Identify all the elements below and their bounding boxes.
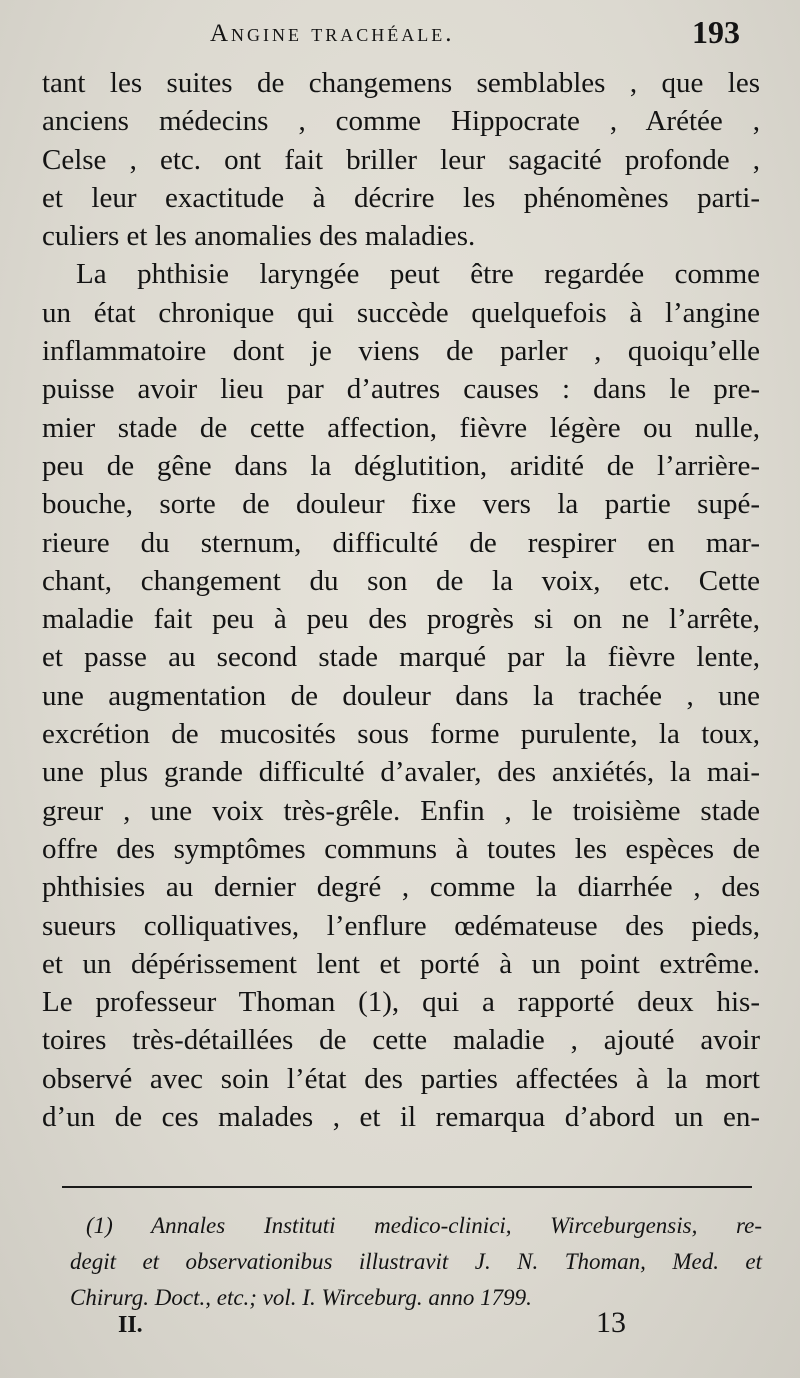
text-line: offre des symptômes communs à toutes les espèces de <box>42 832 760 865</box>
text-line: et un dépérissement lent et porté à un point extrême. <box>42 947 760 980</box>
text-line: tant les suites de changemens semblables , que les <box>42 67 760 99</box>
text-line: peu de gêne dans la déglutition, aridité de l’arrière- <box>42 449 760 482</box>
text-line: rieure du sternum, difficulté de respirer en mar- <box>42 526 760 559</box>
text-line: une plus grande difficulté d’avaler, des anxiétés, la mai- <box>42 756 760 789</box>
text-line: d’un de ces malades , et il remarqua d’abord un en- <box>42 1101 760 1134</box>
text-line: La phthisie laryngée peut être regardée comme <box>76 258 760 291</box>
running-head: Angine trachéale. <box>210 20 455 47</box>
text-line: anciens médecins , comme Hippocrate , Arétée , <box>42 105 760 138</box>
text-line: inflammatoire dont je viens de parler , quoiqu’elle <box>42 335 760 368</box>
text-line: maladie fait peu à peu des progrès si on ne l’arrête, <box>42 603 760 636</box>
footnote-divider <box>62 1186 752 1188</box>
text-line: sueurs colliquatives, l’enflure œdémateuse des pieds, <box>42 909 760 942</box>
footnote-line: degit et observationibus illustravit J. N. Thoman, Med. et <box>70 1249 762 1274</box>
body-text <box>42 64 760 1136</box>
text-line: Le professeur Thoman (1), qui a rapporté deux his- <box>42 986 760 1019</box>
text-line: culiers et les anomalies des maladies. <box>42 220 476 253</box>
page-number: 193 <box>692 14 740 50</box>
text-line: toires très-détaillées de cette maladie , ajouté avoir <box>42 1024 760 1057</box>
text-line: greur , une voix très-grêle. Enfin , le troisième stade <box>42 794 760 827</box>
text-line: Celse , etc. ont fait briller leur sagacité profonde , <box>42 143 760 176</box>
footnote-line: (1) Annales Instituti medico-clinici, Wirceburgensis, re- <box>86 1213 762 1238</box>
text-line: excrétion de mucosités sous forme purulente, la toux, <box>42 718 760 751</box>
text-line: puisse avoir lieu par d’autres causes : dans le pre- <box>42 373 760 406</box>
text-line: mier stade de cette affection, fièvre légère ou nulle, <box>42 411 760 444</box>
footnote-line: Chirurg. Doct., etc.; vol. I. Wirceburg. anno 1799. <box>70 1285 532 1310</box>
text-line: phthisies au dernier degré , comme la diarrhée , des <box>42 871 760 904</box>
text-line: une augmentation de douleur dans la trachée , une <box>42 679 760 712</box>
signature-mark: II. <box>118 1312 143 1338</box>
text-line: bouche, sorte de douleur fixe vers la partie supé- <box>42 488 760 521</box>
text-line: chant, changement du son de la voix, etc. Cette <box>42 564 760 597</box>
text-line: et passe au second stade marqué par la fièvre lente, <box>42 641 760 674</box>
text-line: un état chronique qui succède quelquefois à l’angine <box>42 296 760 329</box>
text-line: et leur exactitude à décrire les phénomènes parti- <box>42 181 760 214</box>
footnote <box>70 1208 762 1316</box>
sheet-number: 13 <box>596 1306 626 1339</box>
text-line: observé avec soin l’état des parties affectées à la mort <box>42 1062 760 1095</box>
